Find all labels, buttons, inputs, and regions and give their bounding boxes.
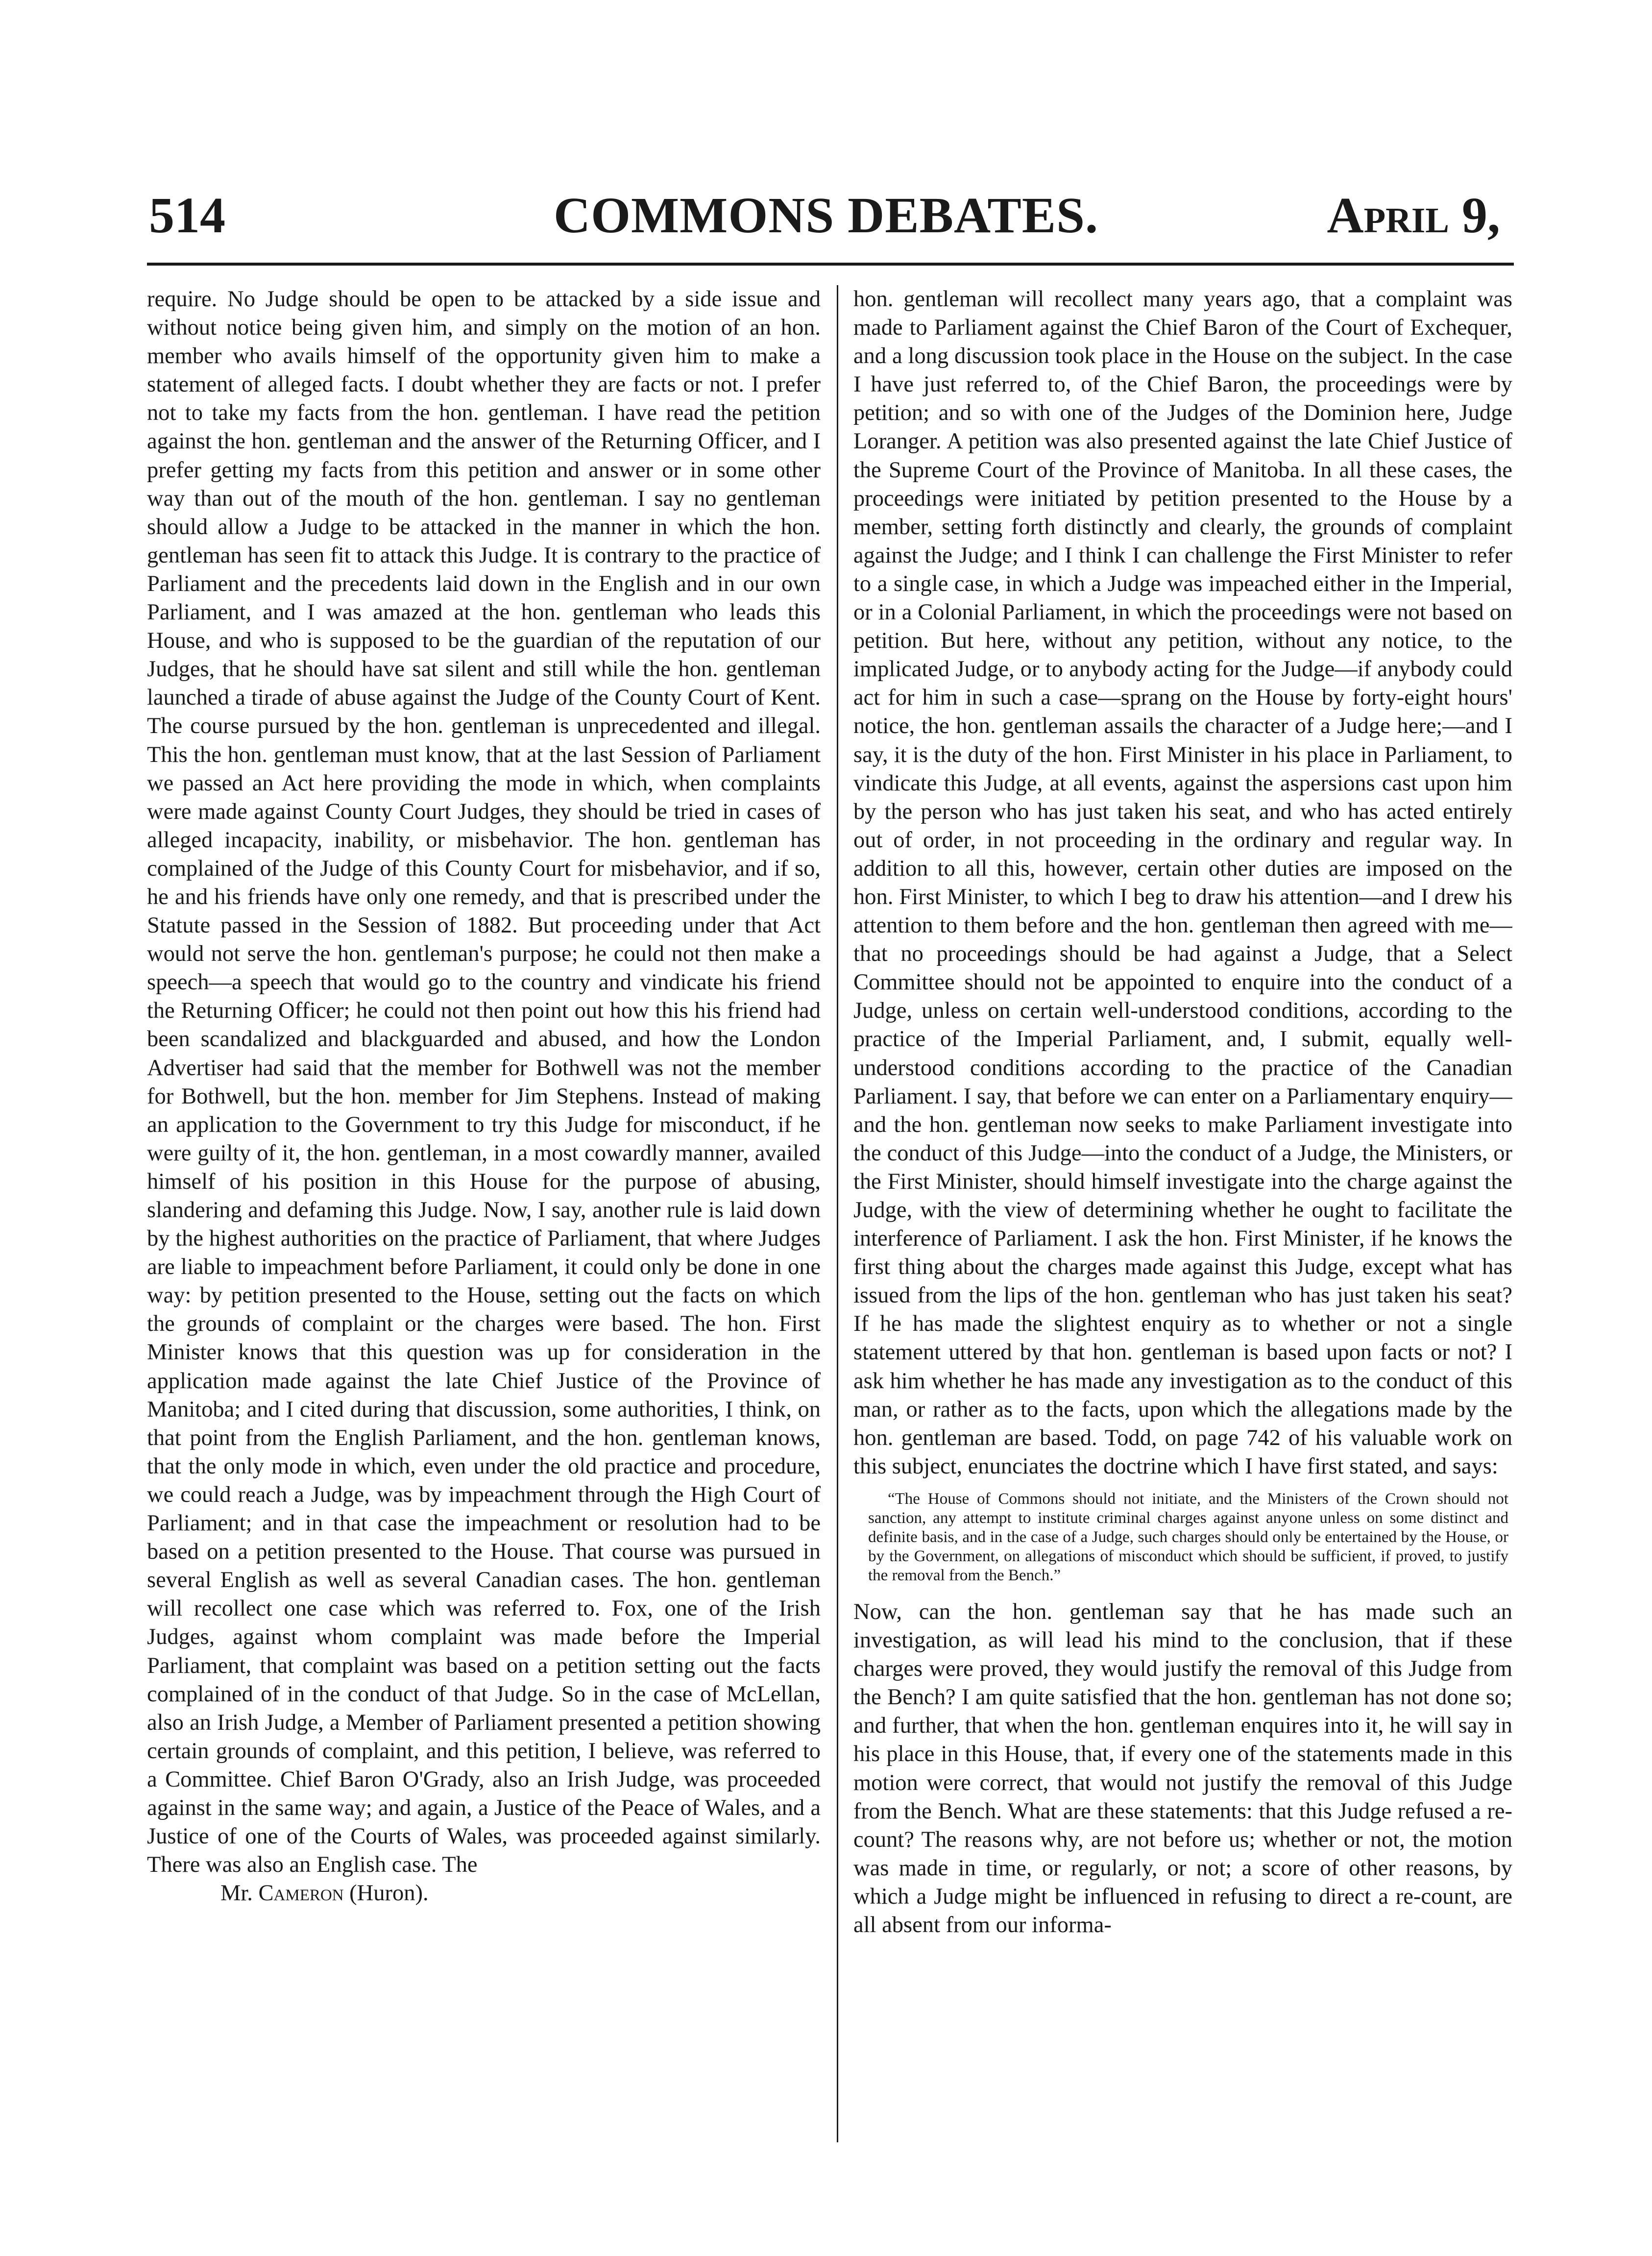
speaker-label — [220, 1879, 821, 1908]
left-paragraph: require. No Judge should be open to be attacked by a side issue and without notice being given him, and simply on the motion of an hon. member who avails himself of the opportunity given him to make a statement of alleged facts. I doubt whether they are facts or not. I prefer not to take my facts from the hon. gentleman. I have read the petition against the hon. gentleman and the answer of the Returning Officer, and I prefer getting my facts from this petition and answer or in some other way than out of the mouth of the hon. gentleman. I say no gentleman should allow a Judge to be attacked in the manner in which the hon. gentleman has seen fit to attack this Judge. It is contrary to the practice of Parliament and the precedents laid down in the English and in our own Parliament, and I was amazed at the hon. gentleman who leads this House, and who is supposed to be the guardian of the reputation of our Judges, that he should have sat silent and still while the hon. gentleman launched a tirade of abuse against the Judge of the County Court of Kent. The course pursued by the hon. gentleman is unprecedented and illegal. This the hon. gentleman must know, that at the last Session of Parliament we passed an Act here providing the mode in which, when complaints were made against County Court Judges, they should be tried in cases of alleged incapacity, inability, or misbehavior. The hon. gentleman has complained of the Judge of this County Court for misbehavior, and if so, he and his friends have only one remedy, and that is prescribed under the Statute passed in the Session of 1882. But proceeding under that Act would not serve the hon. gentleman's purpose; he could not then make a speech—a speech that would go to the country and vindicate his friend the Returning Officer; he could not then point out how this his friend had been scandalized and blackguarded and abused, and how the London Advertiser had said that the member for Bothwell was not the member for Bothwell, but the hon. member for Jim Stephens. Instead of making an application to the Government to try this Judge for misconduct, if he were guilty of it, the hon. gentleman, in a most cowardly manner, availed himself of his position in this House for the purpose of abusing, slandering and defaming this Judge. Now, I say, another rule is laid down by the highest authorities on the practice of Parliament, that where Judges are liable to impeachment before Parliament, it could only be done in one way: by petition presented to the House, setting out the facts on which the grounds of complaint or the charges were based. The hon. First Minister knows that this question was up for consideration in the application made against the late Chief Justice of the Province of Manitoba; and I cited during that discussion, some authorities, I think, on that point from the English Parliament, and the hon. gentleman knows, that the only mode in which, even under the old practice and procedure, we could reach a Judge, was by impeachment through the High Court of Parliament; and in that case the impeachment or resolution had to be based on a petition presented to the House. That course was pursued in several English as well as several Canadian cases. The hon. gentleman will recollect one case which was referred to. Fox, one of the Irish Judges, against whom complaint was made before the Imperial Parliament, that complaint was based on a petition setting out the facts complained of in the conduct of that Judge. So in the case of McLellan, also an Irish Judge, a Member of Parliament presented a petition showing certain grounds of complaint, and this petition, I believe, was referred to a Committee. Chief Baron O'Grady, also an Irish Judge, was proceeded against in the same way; and again, a Justice of the Peace of Wales, and a Justice of one of the Courts of Wales, was proceeded against similarly. There was also an English case. The — [147, 287, 821, 1878]
speaker-prefix: Mr. — [220, 1881, 259, 1906]
page-header — [0, 0, 1652, 274]
column-divider — [837, 285, 838, 2142]
page-number: 514 — [149, 187, 225, 244]
header-date: April 9, — [1327, 187, 1500, 244]
quote-text: “The House of Commons should not initiate, and the Ministers of the Crown should not sanction, any attempt to institute criminal charges against anyone unless on some distinct and definite basis, and in the case of a Judge, such charges should only be entertained by the House, or by the Government, on allegations of misconduct which should be sufficient, if proved, to justify the removal from the Bench.” — [868, 1490, 1508, 1584]
speaker-suffix: (Huron). — [343, 1881, 429, 1906]
running-title: COMMONS DEBATES. — [554, 187, 1098, 244]
header-rule — [147, 263, 1514, 266]
right-column — [853, 285, 1512, 2186]
left-column — [147, 285, 821, 2186]
right-paragraph-1: hon. gentleman will recollect many years ago, that a complaint was made to Parliament against the Chief Baron of the Court of Exchequer, and a long discussion took place in the House on the subject. In the case I have just referred to, of the Chief Baron, the proceedings were by petition; and so with one of the Judges of the Dominion here, Judge Loranger. A petition was also presented against the late Chief Justice of the Supreme Court of the Province of Manitoba. In all these cases, the proceedings were initiated by petition presented to the House by a member, setting forth distinctly and clearly, the grounds of complaint against the Judge; and I think I can challenge the First Minister to refer to a single case, in which a Judge was impeached either in the Imperial, or in a Colonial Parliament, in which the proceedings were not based on petition. But here, without any petition, without any notice, to the implicated Judge, or to anybody acting for the Judge—if anybody could act for him in such a case—sprang on the House by forty-eight hours' notice, the hon. gentleman assails the character of a Judge here;—and I say, it is the duty of the hon. First Minister in his place in Parliament, to vindicate this Judge, at all events, against the aspersions cast upon him by the person who has just taken his seat, and who has acted entirely out of order, in not proceeding in the ordinary and regular way. In addition to all this, however, certain other duties are imposed on the hon. First Minister, to which I beg to draw his attention—and I drew his attention to them before and the hon. gentleman then agreed with me—that no proceedings should be had against a Judge, that a Select Committee should not be appointed to enquire into the conduct of a Judge, unless on certain well-understood conditions, according to the practice of the Imperial Parliament, and, I submit, equally well-understood conditions according to the practice of the Canadian Parliament. I say, that before we can enter on a Parliamentary enquiry—and the hon. gentleman now seeks to make Parliament investigate into the conduct of this Judge—into the conduct of a Judge, the Ministers, or the First Minister, should himself investigate into the charge against the Judge, with the view of determining whether he ought to facilitate the interference of Parliament. I ask the hon. First Minister, if he knows the first thing about the charges made against this Judge, except what has issued from the lips of the hon. gentleman who has just taken his seat? If he has made the slightest enquiry as to whether or not a single statement uttered by that hon. gentleman is based upon facts or not? I ask him whether he has made any investigation as to the conduct of this man, or rather as to the facts, upon which the allegations made by the hon. gentleman are based. Todd, on page 742 of his valuable work on this subject, enunciates the doctrine which I have first stated, and says: — [853, 287, 1512, 1479]
right-paragraph-2: Now, can the hon. gentleman say that he has made such an investigation, as will lead his mind to the conclusion, that if these charges were proved, they would justify the removal of this Judge from the Bench? I am quite satisfied that the hon. gentleman has not done so; and further, that when the hon. gentleman enquires into it, he will say in his place in this House, that, if every one of the statements made in this motion were correct, that would not justify the removal of this Judge from the Bench. What are these statements: that this Judge refused a re-count? The reasons why, are not before us; whether or not, the motion was made in time, or regularly, or not; a score of other reasons, by which a Judge might be influenced in refusing to direct a re-count, are all absent from our informa- — [853, 1599, 1512, 1937]
speaker-name: Cameron — [258, 1881, 344, 1906]
block-quote — [853, 1490, 1512, 1585]
